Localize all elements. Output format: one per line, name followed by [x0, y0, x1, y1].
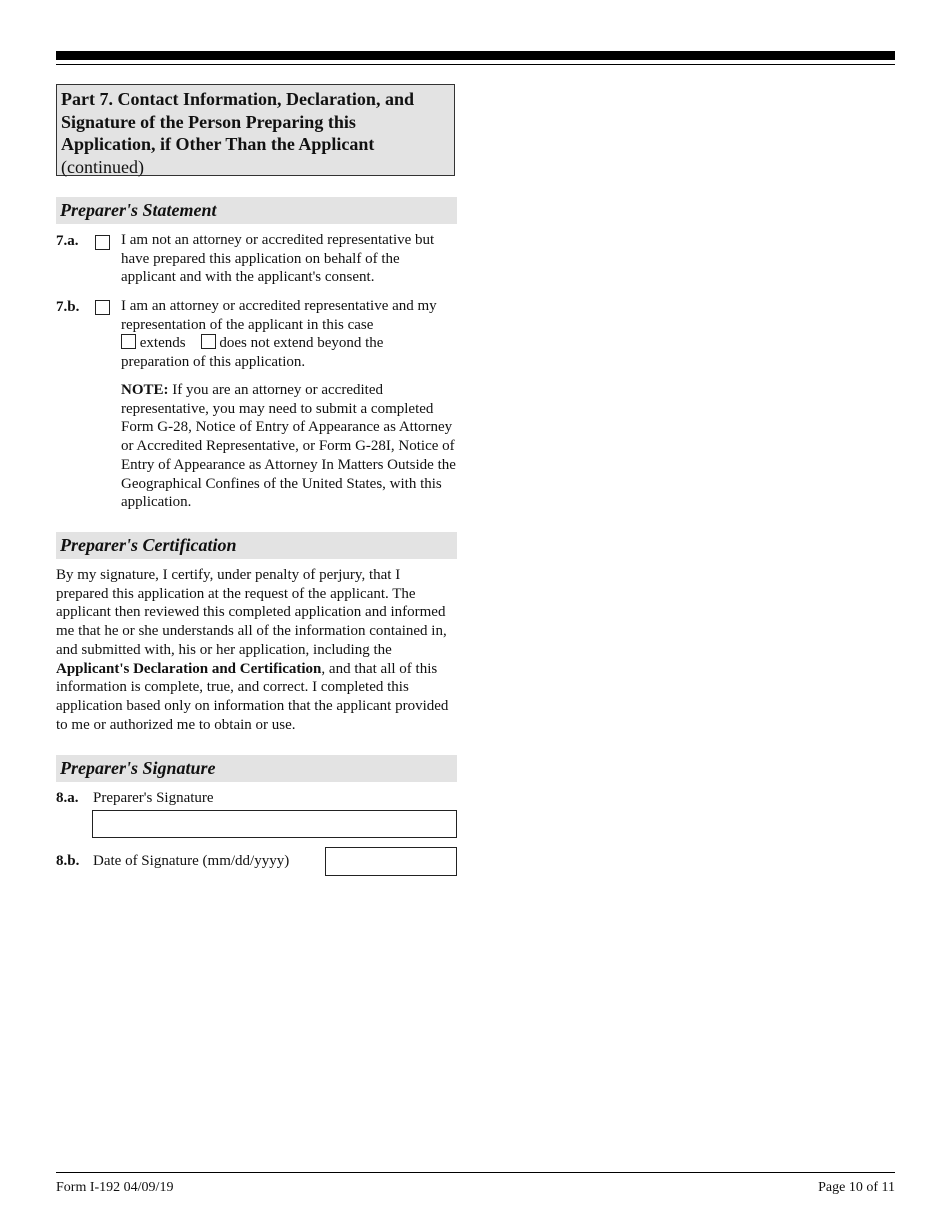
item-text-7b: [121, 297, 456, 372]
part-title: Part 7. Contact Information, Declaration, and Signature of the Person Preparing this Application, if Other Than the Applicant: [61, 89, 414, 154]
section-heading-statement: Preparer's Statement: [56, 197, 457, 224]
part-header: [56, 84, 455, 176]
signature-label: Preparer's Signature: [93, 790, 214, 806]
item-number-8a: 8.a.: [56, 790, 79, 806]
item-number-7a: 7.a.: [56, 233, 79, 249]
footer-rule: [56, 1172, 895, 1173]
section-heading-certification: Preparer's Certification: [56, 532, 457, 559]
checkbox-7a[interactable]: [95, 235, 110, 250]
certification-text-after: , and that all of this information is complete, true, and correct. I completed this application based only on information that the applicant provided to me or authorized me to obtain or use.: [56, 660, 449, 733]
footer-page-number: Page 10 of 11: [818, 1180, 895, 1195]
certification-text: [56, 566, 451, 734]
header-rule-thick: [56, 51, 895, 60]
does-not-extend-label: does not extend beyond the: [219, 335, 384, 352]
part-continued: (continued): [61, 156, 144, 177]
item-text-7a: I am not an attorney or accredited representative but have prepared this application on behalf of the applicant and with the applicant's consent.: [121, 232, 435, 286]
signature-field[interactable]: [92, 810, 457, 838]
extends-label: extends: [139, 335, 186, 352]
checkbox-7b[interactable]: [95, 300, 110, 315]
footer-form-id: Form I-192 04/09/19: [56, 1180, 174, 1195]
note-text: If you are an attorney or accredited representative, you may need to submit a completed Form G-28, Notice of Entry of Appearance as Attorney or Accredited Representative, or Form G-28I, Notice of Entry of Appearance as Attorney In Matters Outside the Geographical Confines of the United States, with this application.: [121, 382, 456, 511]
item-7b-text-before: I am an attorney or accredited representative and my representation of the applicant in this case: [121, 298, 437, 333]
certification-text-before: By my signature, I certify, under penalty of perjury, that I prepared this application at the request of the applicant. The applicant then reviewed this completed application and informed me that he or she understands all of the information contained in, and submitted with, his or her application, including the: [56, 567, 447, 658]
item-7b-text-after: preparation of this application.: [121, 354, 306, 371]
date-field[interactable]: [325, 847, 457, 876]
certification-text-bold: Applicant's Declaration and Certification: [56, 660, 322, 677]
note-label: NOTE:: [121, 382, 169, 398]
checkbox-does-not-extend[interactable]: [201, 334, 216, 349]
date-label: Date of Signature (mm/dd/yyyy): [93, 853, 290, 869]
section-heading-signature: Preparer's Signature: [56, 755, 457, 782]
header-rule-thin: [56, 64, 895, 65]
item-number-8b: 8.b.: [56, 853, 80, 869]
item-number-7b: 7.b.: [56, 299, 80, 315]
note-paragraph: [121, 381, 456, 512]
checkbox-extends[interactable]: [121, 334, 136, 349]
